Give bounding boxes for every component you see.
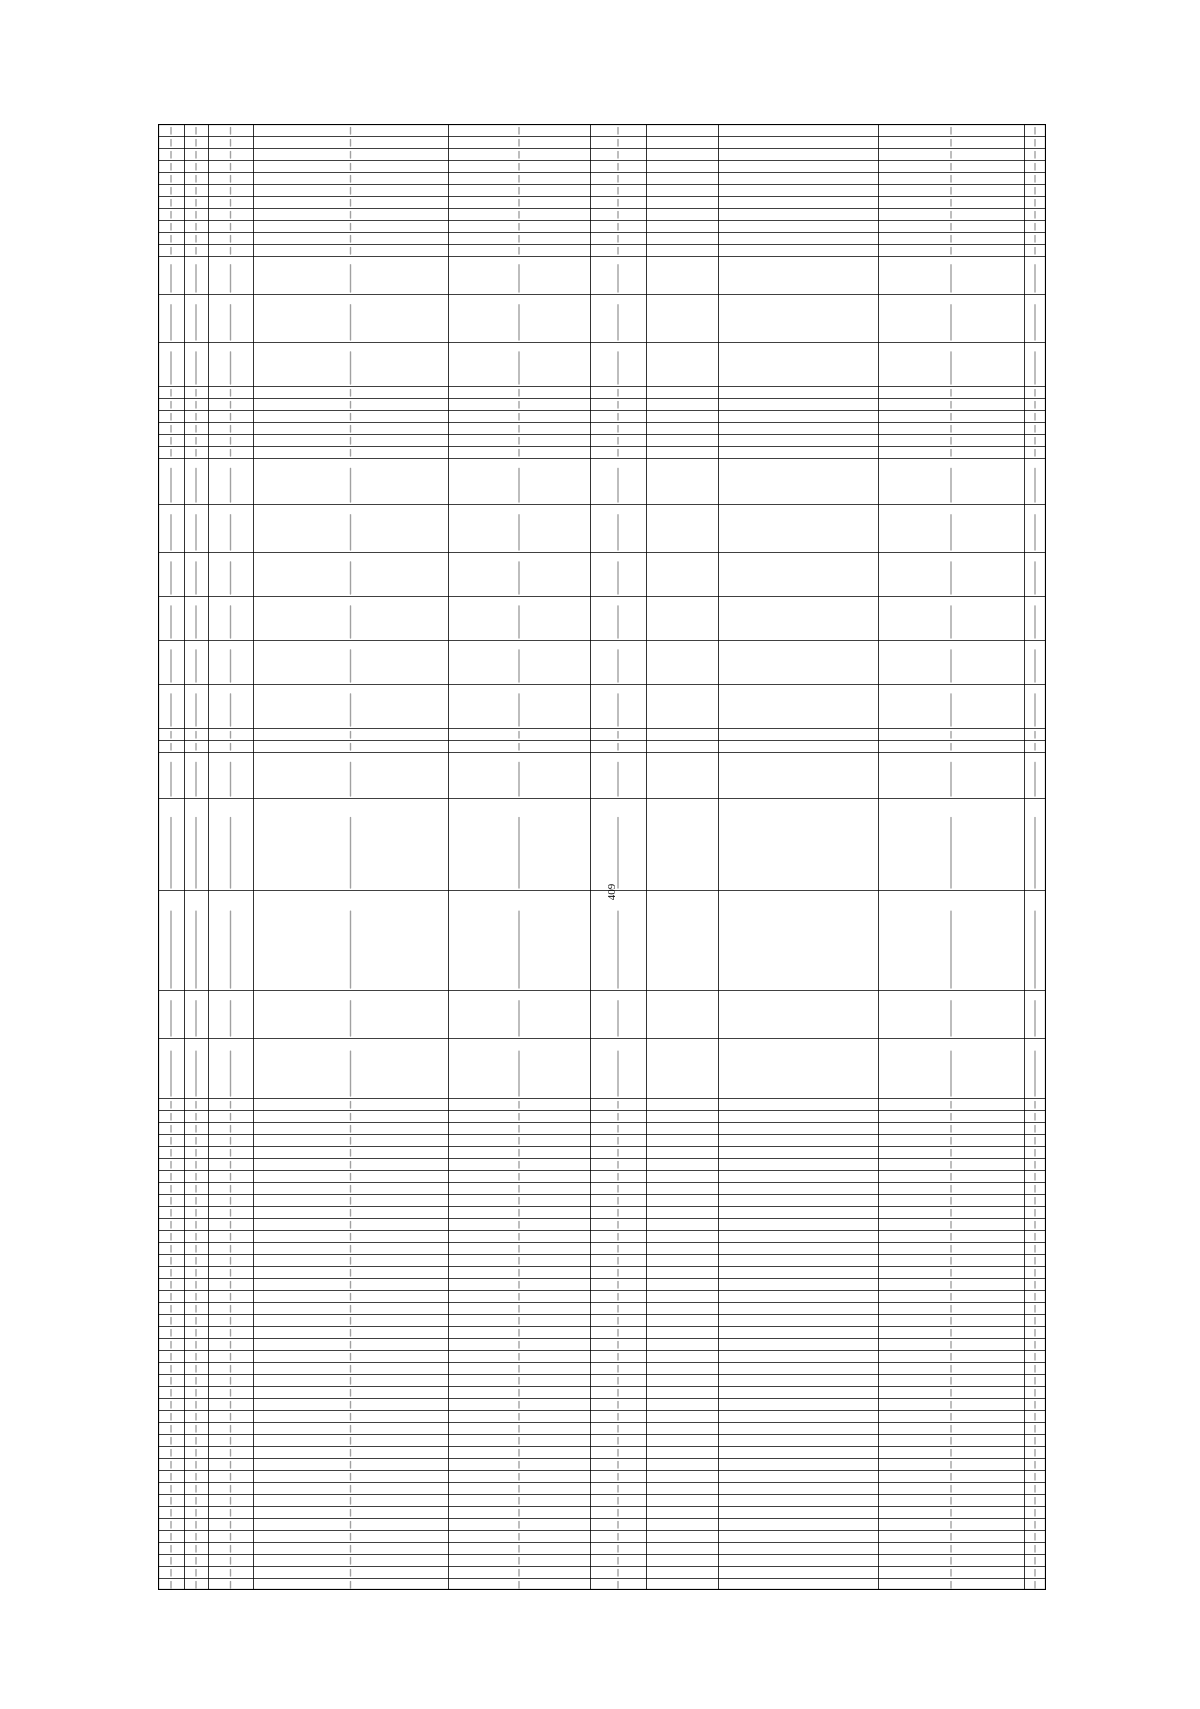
table-border [159, 125, 1046, 1590]
registry-table [158, 124, 1046, 1590]
table-grid [158, 124, 1046, 1590]
page-number: 409 [606, 883, 618, 901]
